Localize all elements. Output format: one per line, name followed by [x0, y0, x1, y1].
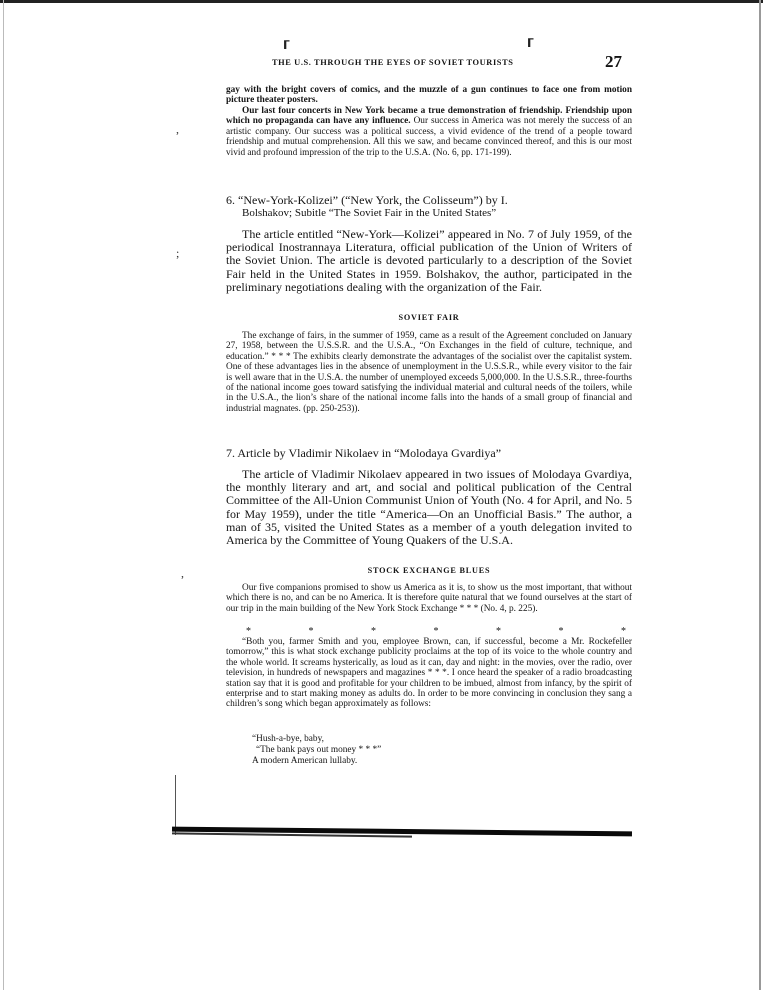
soviet-fair-quote: The exchange of fairs, in the summer of 1959, came as a result of the Agreement concluded on January 27, 1958, between the U.S.S.R. and the U.S.A., “On Exchanges in the field of culture, technique, and education.” * * * The exhibits clearly demonstrate the advantages of the socialist over the capitalist system. One of these advantages lies in the absence of unemployment in the U.S.S.R., while every visitor to the fair is well aware that in the U.S.A. the number of unemployed exceeds 5,000,000. In the U.S.S.R., three-fourths of the national income goes toward satisfying the individual material and cultural needs of the toilers, while in the U.S.A., the lion’s share of the national income falls into the hands of a small group of financial and industrial magnates. (pp. 250-253)). [226, 331, 632, 414]
quote-continuation [226, 85, 632, 106]
ellipsis-star: * [558, 626, 564, 637]
friendship-rest-text: Our success in America was not merely the success of an artistic company. Our success was a political success, a vivid evidence of the trend of a people toward friendship and mutual comprehension. All this we saw, and became convinced thereof, and this is our most vivid and profound impression of the trip to the U.S.A. (No. 6, pp. 171-199). [226, 116, 632, 158]
section-7-heading: 7. Article by Vladimir Nikolaev in “Molodaya Gvardiya” [226, 446, 502, 460]
ellipsis-star: * [371, 626, 376, 637]
quote-continuation-text: gay with the bright covers of comics, and the muzzle of a gun continues to face one from motion picture theater posters. [226, 85, 632, 106]
ellipsis-stars-row [246, 626, 626, 637]
ellipsis-star: * [246, 626, 251, 637]
friendship-paragraph [226, 106, 632, 158]
friendship-bold-text: Our last four concerts in New York became a true demonstration of friendship. Friendship upon which no propaganda can have any influence. [226, 106, 632, 127]
section-7-body: The article of Vladimir Nikolaev appeared in two issues of Molodaya Gvardiya, the monthly literary and art, and social and political publication of the Central Committee of the All-Union Communist Union of Youth (No. 4 for April, and No. 5 for May 1959), under the title “America—On an Unofficial Basis.” The author, a man of 35, visited the United States as a member of a youth delegation invited to America by the Committee of Young Quakers of the U.S.A. [226, 467, 632, 548]
ellipsis-star: * [433, 626, 439, 637]
section-6-heading-line2: Bolshakov; Subitle “The Soviet Fair in the United States” [242, 207, 497, 219]
stock-exchange-subheading: STOCK EXCHANGE BLUES [367, 566, 491, 575]
rockefeller-quote: “Both you, farmer Smith and you, employee Brown, can, if successful, become a Mr. Rockefeller tomorrow,” this is what stock exchange publicity proclaims at the top of its voice to the whole country and the whole world. It screams hysterically, as loud as it can, day and night: in the movies, over the radio, over television, in hundreds of newspapers and magazines * * *. I once heard the speaker of a radio broadcasting station say that it is good and profitable for your children to be imbued, almost from infancy, by the spirit of enterprise and to start making money as adults do. In order to be more convincing in conclusion they sang a children’s song which began approximately as follows: [226, 637, 632, 710]
soviet-fair-subheading: SOVIET FAIR [398, 313, 460, 322]
lullaby-line-2: “The bank pays out money * * *” [256, 745, 382, 755]
section-6-heading-line1: 6. “New-York-Kolizei” (“New York, the Colisseum”) by I. [226, 193, 508, 207]
section-6-body: The article entitled “New-York—Kolizei” appeared in No. 7 of July 1959, of the periodical Inostrannaya Literatura, official publication of the Union of Writers of the Soviet Union. The article is devoted particularly to a description of the Soviet Fair held in the United States in 1959. Bolshakov, the author, participated in the preliminary negotiations dealing with the organization of the Fair. [226, 227, 632, 294]
margin-speck: , [176, 122, 179, 136]
stock-exchange-quote: Our five companions promised to show us America as it is, to show us the most important, that without which there is no, and can be no America. It is therefore quite natural that we found ourselves at the start of our trip in the main building of the New York Stock Exchange * * * (No. 4, p. 225). [226, 583, 632, 614]
scan-right-edge [759, 0, 761, 990]
lullaby-line-1: “Hush-a-bye, baby, [252, 734, 324, 744]
binding-hook-right-icon: ⸢ [526, 37, 536, 63]
running-title: THE U.S. THROUGH THE EYES OF SOVIET TOURISTS [272, 58, 514, 67]
binding-hook-left-icon: ⸢ [282, 39, 292, 65]
lullaby-line-3: A modern American lullaby. [252, 756, 358, 766]
margin-speck: , [181, 566, 184, 580]
ellipsis-star: * [308, 626, 314, 637]
scan-left-edge [3, 0, 4, 990]
ellipsis-star: * [496, 626, 501, 637]
margin-speck: ; [176, 246, 180, 260]
page-number: 27 [605, 52, 622, 71]
scan-top-border [0, 0, 763, 3]
ellipsis-star: * [621, 626, 626, 637]
